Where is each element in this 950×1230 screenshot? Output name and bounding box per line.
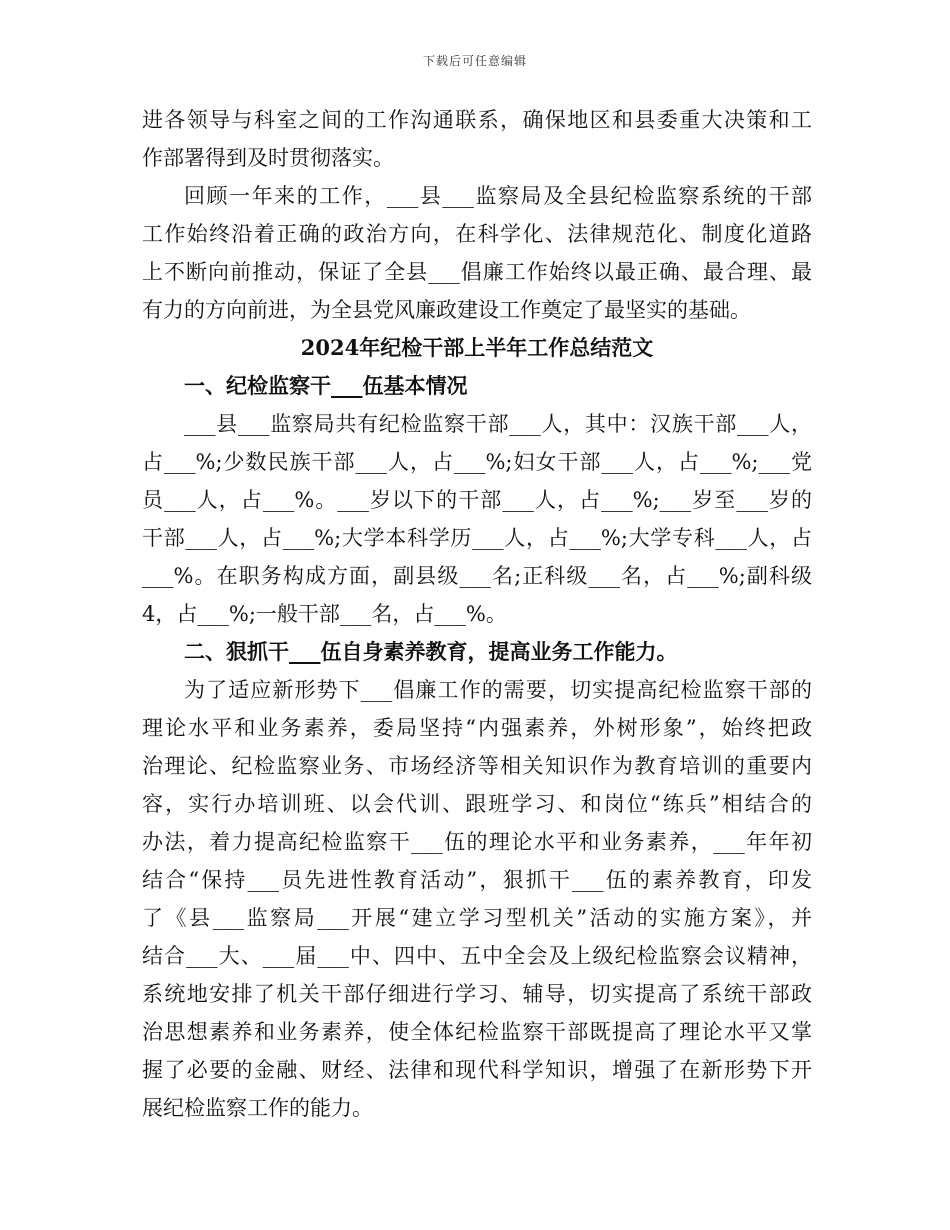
section-heading-2: 二、狠抓干___伍自身素养教育，提高业务工作能力。 [184,639,678,664]
page-header-note: 下载后可任意编辑 [422,54,527,68]
paragraph-line: 系统地安排了机关干部仔细进行学习、辅导，切实提高了系统干部政 [142,982,812,1006]
paragraph-line: 治思想素养和业务素养，使全体纪检监察干部既提高了理论水平又掌 [142,1020,812,1044]
paragraph-line: 为了适应新形势下___倡廉工作的需要，切实提高纪检监察干部的 [184,678,812,702]
paragraph-line: 回顾一年来的工作，___县___监察局及全县纪检监察系统的干部 [184,184,812,208]
paragraph-line: 工作始终沿着正确的政治方向，在科学化、法律规范化、制度化道路 [142,222,812,246]
paragraph-line: 容，实行办培训班、以会代训、跟班学习、和岗位“练兵”相结合的 [142,792,812,816]
paragraph-line: 员___人，占___%。___岁以下的干部___人，占___%;___岁至___岁的 [142,488,812,512]
paragraph-line: ___县___监察局共有纪检监察干部___人，其中：汉族干部___人， [184,412,812,436]
paragraph-line: 上不断向前推动，保证了全县___倡廉工作始终以最正确、最合理、最 [142,260,812,284]
paragraph-line: 有力的方向前进，为全县党风廉政建设工作奠定了最坚实的基础。 [142,298,751,322]
paragraph-line: 展纪检监察工作的能力。 [142,1096,373,1120]
paragraph-line: 占___%;少数民族干部___人，占___%;妇女干部___人，占___%;___党 [142,450,812,474]
paragraph-line: 握了必要的金融、财经、法律和现代科学知识，增强了在新形势下开 [142,1058,812,1082]
document-body [142,101,812,1127]
paragraph-line: 进各领导与科室之间的工作沟通联系，确保地区和县委重大决策和工 [142,108,812,132]
paragraph-line: 办法，着力提高纪检监察干___伍的理论水平和业务素养，___年年初 [142,830,812,854]
paragraph-line: ___%。在职务构成方面，副县级___名;正科级___名，占___%;副科级 [142,564,812,588]
paragraph-line: 理论水平和业务素养，委局坚持“内强素养，外树形象”，始终把政 [142,716,812,740]
paragraph-line: 4，占___%;一般干部___名，占___%。 [142,602,507,626]
paragraph-line: 结合___大、___届___中、四中、五中全会及上级纪检监察会议精神， [142,944,812,968]
paragraph-line: 作部署得到及时贯彻落实。 [142,146,394,170]
paragraph-line: 干部___人，占___%;大学本科学历___人，占___%;大学专科___人，占 [142,526,812,550]
section-heading-1: 一、纪检监察干___伍基本情况 [184,373,468,398]
paragraph-line: 结合“保持___员先进性教育活动”，狠抓干___伍的素养教育，印发 [142,868,812,892]
paragraph-line: 治理论、纪检监察业务、市场经济等相关知识作为教育培训的重要内 [142,754,812,778]
paragraph-line: 了《县___监察局___开展“建立学习型机关”活动的实施方案》，并 [142,906,812,930]
document-title: 2024年纪检干部上半年工作总结范文 [300,335,654,360]
